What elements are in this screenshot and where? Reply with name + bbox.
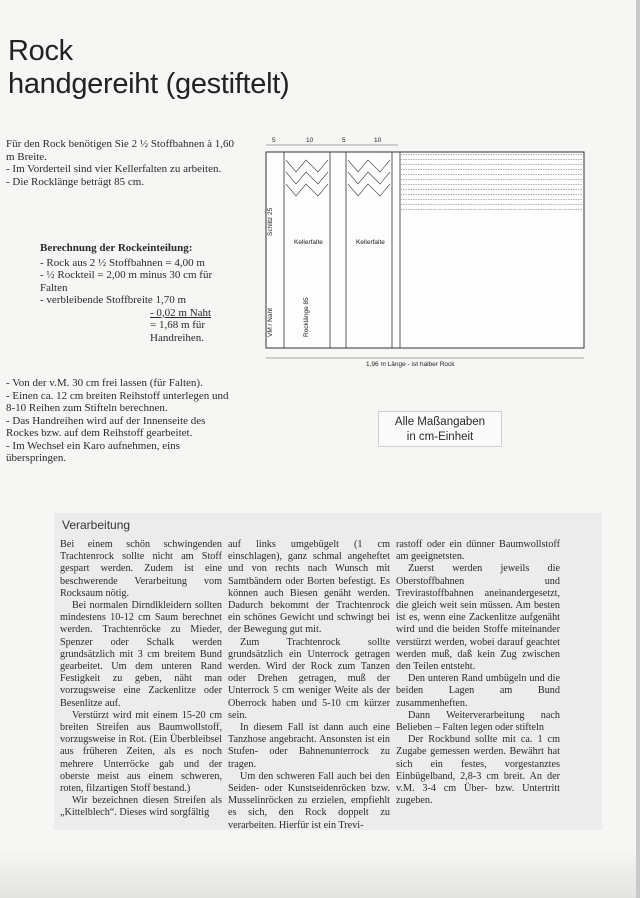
intro-line: - Die Rocklänge beträgt 85 cm. — [6, 175, 145, 188]
gathering-hatch — [401, 154, 583, 210]
dim-label: 5 — [272, 137, 276, 144]
calc-minus: - 0,02 m Naht — [150, 306, 212, 319]
note-item: - Das Handreihen wird auf der Innenseite des Rockes bzw. auf dem Reihstoff gearbeitet. — [6, 414, 206, 439]
text-column-2 — [228, 539, 390, 832]
paragraph: Um den schweren Fall auch bei den Seiden- oder Kunstseidenröcken bzw. Musselinröcken zu erzielen, empfiehlt es sich, den Rock doppelt zu verarbeiten. Hierfür ist ein Trevi- — [228, 770, 390, 831]
title-line-2: handgereiht (gestiftelt) — [8, 68, 290, 100]
paragraph: auf links umgebügelt (1 cm einschlagen), ganz schmal angeheftet und von rechts nach Wunsch mit Samtbändern oder Borten befestigt. Es können auch Biesen genäht werden. Dadurch bekommt der Trachtenrock ein schönes Gewicht und schwingt bei der Bewegung gut mit. — [228, 539, 390, 636]
unit-note-line-2: in cm-Einheit — [406, 431, 474, 443]
skirt-diagram — [258, 132, 588, 372]
processing-panel — [54, 513, 602, 830]
paragraph: Dann Weiterverarbeitung nach Belieben – Falten legen oder stifteln — [396, 709, 560, 734]
vm-label: VM / Naht — [267, 308, 274, 337]
paragraph: Wir bezeichnen diesen Streifen als „Kittelblech“. Dieses wird sorgfältig — [60, 795, 222, 819]
calc-line: - verbleibende Stoffbreite 1,70 m — [40, 294, 187, 306]
intro-line: Für den Rock benötigen Sie 2 ½ Stoffbahnen à 1,60 m Breite. — [6, 138, 235, 163]
paragraph: Zum Trachtenrock sollte grundsätzlich ein Unterrock getragen werden. Wird der Rock zum Tanzen oder Drehen getragen, muß der Unterrock 5 cm weniger Weite als der Oberrock haben und 5-10 cm kürzer sein. — [228, 636, 390, 721]
paragraph: rastoff oder ein dünner Baumwollstoff am geeignetsten. — [396, 539, 560, 563]
text-column-3 — [396, 539, 560, 807]
paragraph: Zuerst werden jeweils die Oberstoffbahnen und Trevirastoffbahnen aneinandergesetzt, die gleich weit sein müssen. Am besten ist es, wenn eine Zackenlitze aufgenäht wird und die beiden Stoffe miteinander verstürzt werden, wobei darauf geachtet werden muß, daß kein Zug zwischen den Teilen entsteht. — [396, 563, 560, 673]
notes-list — [6, 377, 236, 465]
unit-note-box — [378, 411, 502, 447]
skirt-diagram-svg — [258, 132, 588, 372]
paragraph: In diesem Fall ist dann auch eine Tanzhose angebracht. Ansonsten ist ein Stufen- oder Bahnenunterrock zu tragen. — [228, 722, 390, 770]
dim-label: 10 — [374, 137, 382, 144]
calculation-heading: Berechnung der Rockeinteilung: — [40, 242, 193, 254]
section-heading: Verarbeitung — [62, 518, 131, 532]
dim-label: 10 — [306, 137, 314, 144]
schlitz-label: Schlitz 25 — [267, 207, 274, 236]
calc-result: = 1,68 m für — [150, 319, 206, 331]
dim-label: 5 — [342, 137, 346, 144]
paragraph: Bei einem schön schwingenden Trachtenrock sollte nicht am Stoff gespart werden. Zudem ist eine beschwerende Verarbeitung vom Rocksaum nötig. — [60, 539, 222, 599]
unit-note-line-1: Alle Maßangaben — [394, 416, 486, 428]
paragraph: Verstürzt wird mit einem 15-20 cm breiten Streifen aus Baumwollstoff, vorzugsweise in Rot. (Ein Überbleibsel aus früheren Zeiten, als es noch mehrere Unterröcke gab und der oberste meist aus einem schweren, roten, filzartigen Stoff bestand.) — [60, 709, 222, 795]
intro-line: - Im Vorderteil sind vier Kellerfalten zu arbeiten. — [6, 163, 222, 175]
calculation-block — [40, 242, 240, 344]
page-title — [8, 35, 289, 101]
bottom-dimension-label: 1,96 m Länge - ist halber Rock — [366, 361, 455, 368]
calc-line: - ½ Rockteil = 2,00 m minus 30 cm für Falten — [40, 269, 213, 294]
intro-text — [6, 138, 244, 188]
note-item: - Einen ca. 12 cm breiten Reihstoff unterlegen und 8-10 Reihen zum Stifteln berechnen. — [6, 389, 229, 414]
title-line-1: Rock — [8, 35, 73, 67]
page-spine-edge — [636, 0, 640, 898]
note-item: - Im Wechsel ein Karo aufnehmen, eins überspringen. — [6, 439, 180, 464]
page-bottom-shade — [0, 848, 640, 898]
calc-line: - Rock aus 2 ½ Stoffbahnen = 4,00 m — [40, 256, 205, 269]
rocklaenge-label: Rocklänge 85 — [303, 297, 310, 337]
paragraph: Den unteren Rand umbügeln und die beiden Lagen am Bund zusammenheften. — [396, 673, 560, 709]
kellerfalte-label-2: Kellerfalte — [356, 239, 385, 246]
kellerfalte-label-1: Kellerfalte — [294, 239, 323, 246]
text-column-1 — [60, 539, 222, 820]
paragraph: Bei normalen Dirndlkleidern sollten mindestens 10-12 cm Saum berechnet werden. Trachtenröcke zu Mieder, Spenzer oder Schalk werden grundsätzlich mit 3 cm breitem Bund gearbeitet. Um dem unteren Rand Festigkeit zu geben, näht man vorzugsweise eine Zackenlitze oder Besenlitze auf. — [60, 600, 222, 709]
paragraph: Der Rockbund sollte mit ca. 1 cm Zugabe gemessen werden. Bewährt hat sich ein festes, vorgestanztes Einbügelband, 2,8-3 cm breit. An der v.M. 3-4 cm Über- bzw. Untertritt zugeben. — [396, 734, 560, 807]
calc-result-2: Handreihen. — [150, 331, 205, 344]
note-item: - Von der v.M. 30 cm frei lassen (für Falten). — [6, 377, 203, 389]
